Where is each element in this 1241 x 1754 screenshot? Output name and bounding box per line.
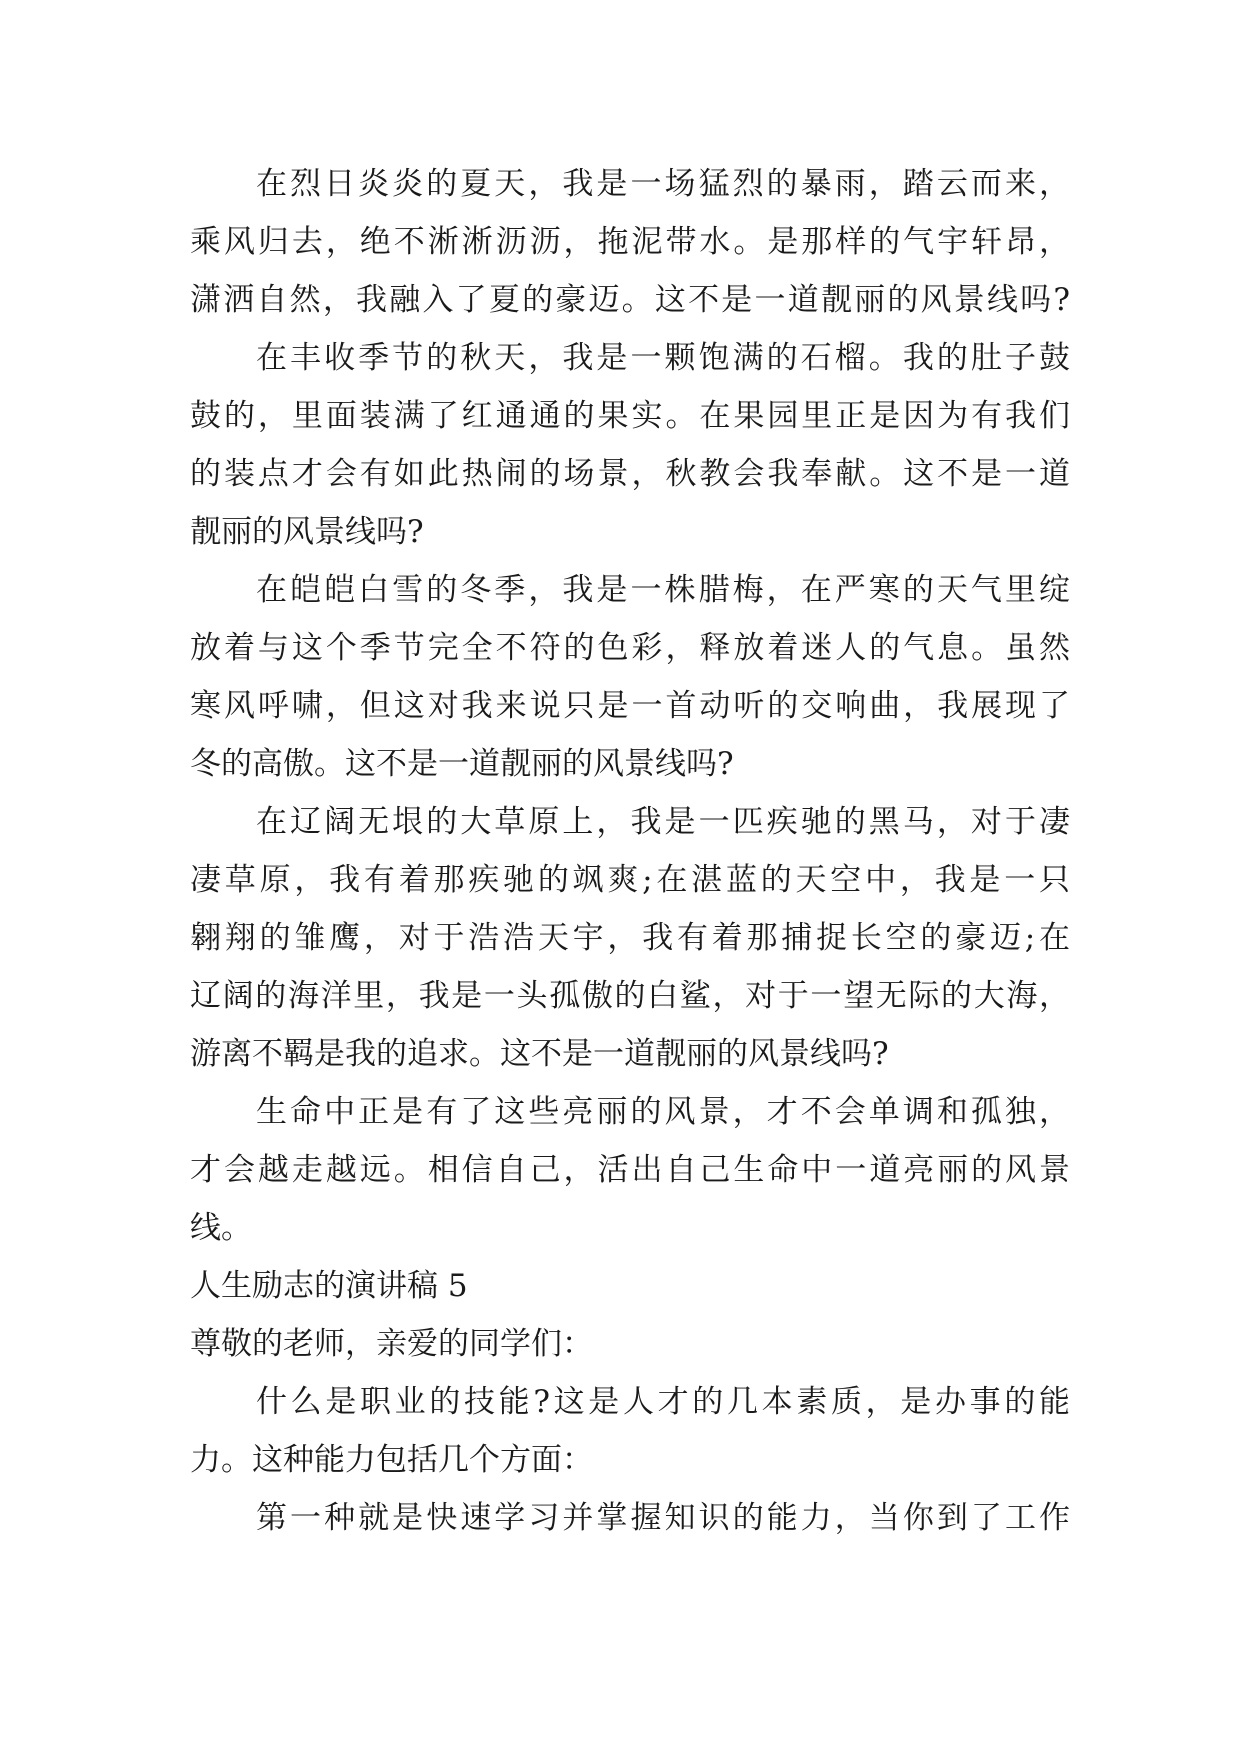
- paragraph-line: 游离不羁是我的追求。这不是一道靓丽的风景线吗?: [190, 1036, 889, 1072]
- paragraph-line: 冬的高傲。这不是一道靓丽的风景线吗?: [190, 746, 734, 782]
- paragraph-line: 潇洒自然，我融入了夏的豪迈。这不是一道靓丽的风景线吗?: [190, 282, 1070, 318]
- paragraph-line: 放着与这个季节完全不符的色彩，释放着迷人的气息。虽然: [190, 630, 1070, 666]
- paragraph-line: 鼓的，里面装满了红通通的果实。在果园里正是因为有我们: [190, 398, 1070, 434]
- paragraph-line: 寒风呼啸，但这对我来说只是一首动听的交响曲，我展现了: [190, 688, 1070, 724]
- paragraph-line: 第一种就是快速学习并掌握知识的能力，当你到了工作: [256, 1500, 1070, 1536]
- paragraph-line: 在烈日炎炎的夏天，我是一场猛烈的暴雨，踏云而来，: [256, 166, 1070, 202]
- paragraph-line: 翱翔的雏鹰，对于浩浩天宇，我有着那捕捉长空的豪迈;在: [190, 920, 1070, 956]
- paragraph-line: 什么是职业的技能?这是人才的几本素质，是办事的能: [256, 1384, 1070, 1420]
- paragraph-line: 凄草原，我有着那疾驰的飒爽;在湛蓝的天空中，我是一只: [190, 862, 1070, 898]
- paragraph-line: 在辽阔无垠的大草原上，我是一匹疾驰的黑马，对于凄: [256, 804, 1070, 840]
- paragraph-line: 的装点才会有如此热闹的场景，秋教会我奉献。这不是一道: [190, 456, 1070, 492]
- paragraph-line: 在皑皑白雪的冬季，我是一株腊梅，在严寒的天气里绽: [256, 572, 1070, 608]
- paragraph-line: 靓丽的风景线吗?: [190, 514, 424, 550]
- paragraph-line: 在丰收季节的秋天，我是一颗饱满的石榴。我的肚子鼓: [256, 340, 1070, 376]
- paragraph-line: 生命中正是有了这些亮丽的风景，才不会单调和孤独，: [256, 1094, 1070, 1130]
- paragraph-line: 乘风归去，绝不淅淅沥沥，拖泥带水。是那样的气宇轩昂，: [190, 224, 1070, 260]
- document-body: [190, 155, 1070, 1547]
- paragraph-line: 才会越走越远。相信自己，活出自己生命中一道亮丽的风景: [190, 1152, 1070, 1188]
- salutation: 尊敬的老师，亲爱的同学们：: [190, 1326, 593, 1362]
- paragraph-line: 线。: [190, 1210, 252, 1246]
- paragraph-line: 辽阔的海洋里，我是一头孤傲的白鲨，对于一望无际的大海，: [190, 978, 1070, 1014]
- paragraph-line: 力。这种能力包括几个方面：: [190, 1442, 593, 1478]
- section-heading: 人生励志的演讲稿 5: [190, 1268, 468, 1304]
